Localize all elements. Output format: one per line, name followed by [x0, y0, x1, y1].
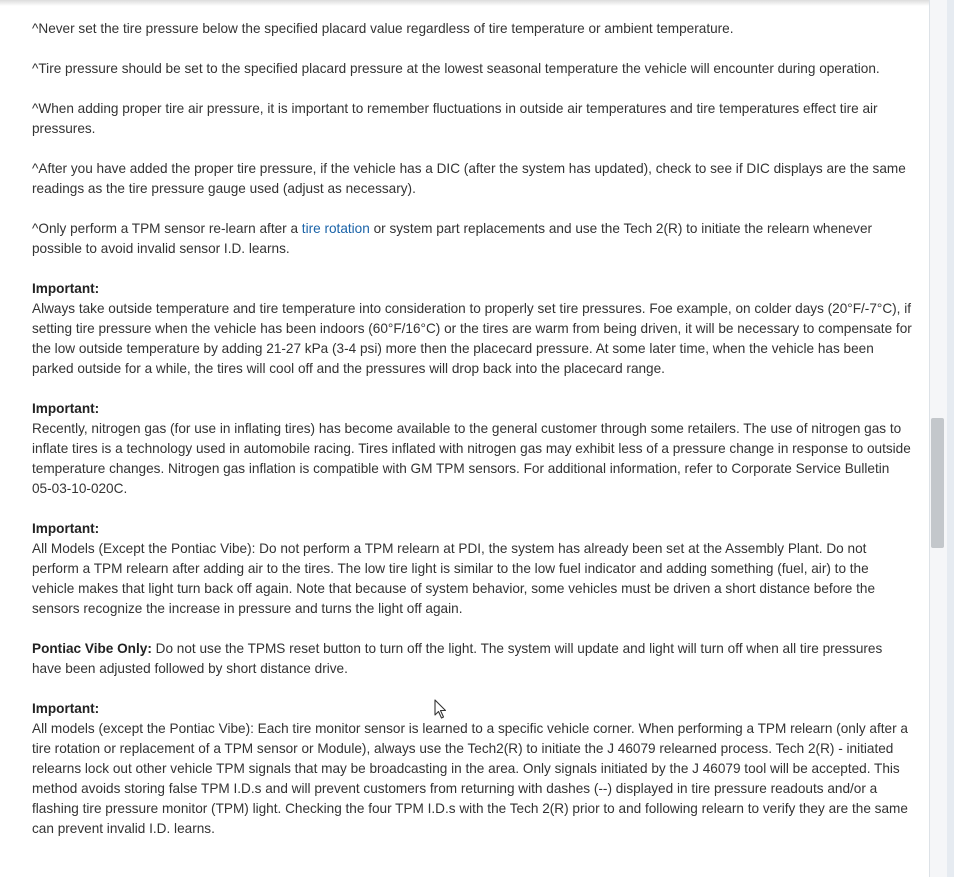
important-label: Important: [32, 401, 100, 416]
window-edge [947, 0, 954, 877]
important-label: Important: [32, 701, 100, 716]
paragraph-pontiac-vibe [32, 639, 912, 679]
paragraph-relearn [32, 219, 912, 259]
important-label: Important: [32, 521, 100, 536]
document-content [32, 19, 912, 859]
top-shadow [0, 0, 929, 6]
important-label: Important: [32, 281, 100, 296]
important-block-pdi [32, 519, 912, 619]
important-text: All Models (Except the Pontiac Vibe): Do not perform a TPM relearn at PDI, the system has already been set at the Assembly Plant. Do not perform a TPM relearn after adding air to the tires. The low tire light is similar to the low fuel indicator and adding something (fuel, air) to the vehicle makes that light turn back off again. Note that because of system behavior, some vehicles must be driven a short distance before the sensors recognize the increase in pressure and turns the light off again. [32, 541, 876, 616]
tire-rotation-link[interactable]: tire rotation [301, 221, 370, 236]
important-text: All models (except the Pontiac Vibe): Each tire monitor sensor is learned to a specific vehicle corner. When performing a TPM relearn (only after a tire rotation or replacement of a TPM sensor or Module), always use the Tech2(R) to initiate the J 46079 relearned process. Tech 2(R) - initiated relearns lock out other vehicle TPM signals that may be broadcasting in the area. Only signals initiated by the J 46079 tool will be accepted. This method avoids storing false TPM I.D.s and will prevent customers from returning with dashes (--) displayed in tire pressure readouts and/or a flashing tire pressure monitor (TPM) light. Checking the four TPM I.D.s with the Tech 2(R) prior to and following relearn to verify they are the same can prevent invalid I.D. learns. [32, 721, 908, 836]
important-block-sensor-learn [32, 699, 912, 839]
relearn-text-before: ^Only perform a TPM sensor re-learn after a [32, 221, 302, 236]
important-block-temperature [32, 279, 912, 379]
paragraph-dic: ^After you have added the proper tire pressure, if the vehicle has a DIC (after the system has updated), check to see if DIC displays are the same readings as the tire pressure gauge used (adjust as necessary). [32, 161, 906, 196]
mouse-cursor-icon [434, 699, 448, 719]
important-text: Always take outside temperature and tire temperature into consideration to properly set tire pressures. Foe example, on colder days (20°F/-7°C), if setting tire pressure when the vehicle has been indoors (60°F/16°C) or the tires are warm from being driven, it will be necessary to compensate for the low outside temperature by adding 21-27 kPa (3-4 psi) more then the placecard pressure. At some later time, when the vehicle has been parked outside for a while, the tires will cool off and the pressures will drop back into the placecard range. [32, 301, 912, 376]
paragraph-seasonal: ^Tire pressure should be set to the specified placard pressure at the lowest seasonal temperature the vehicle will encounter during operation. [32, 61, 880, 76]
paragraph-fluctuations: ^When adding proper tire air pressure, it is important to remember fluctuations in outside air temperatures and tire temperatures effect tire air pressures. [32, 101, 878, 136]
pontiac-vibe-label: Pontiac Vibe Only: [32, 641, 152, 656]
paragraph-placard: ^Never set the tire pressure below the specified placard value regardless of tire temperature or ambient temperature. [32, 21, 734, 36]
important-text: Recently, nitrogen gas (for use in inflating tires) has become available to the general customer through some retailers. The use of nitrogen gas to inflate tires is a technology used in automobile racing. Tires inflated with nitrogen gas may exhibit less of a pressure change in response to outside temperature changes. Nitrogen gas inflation is compatible with GM TPM sensors. For additional information, refer to Corporate Service Bulletin 05-03-10-020C. [32, 421, 911, 496]
scrollbar-thumb[interactable] [931, 418, 944, 548]
important-block-nitrogen [32, 399, 912, 499]
relearn-text-after: or system part replacements and use the Tech 2(R) to initiate the relearn whenever possible to avoid invalid sensor I.D. learns. [32, 221, 873, 256]
pontiac-vibe-text: Do not use the TPMS reset button to turn off the light. The system will update and light will turn off when all tire pressures have been adjusted followed by short distance drive. [32, 641, 883, 676]
